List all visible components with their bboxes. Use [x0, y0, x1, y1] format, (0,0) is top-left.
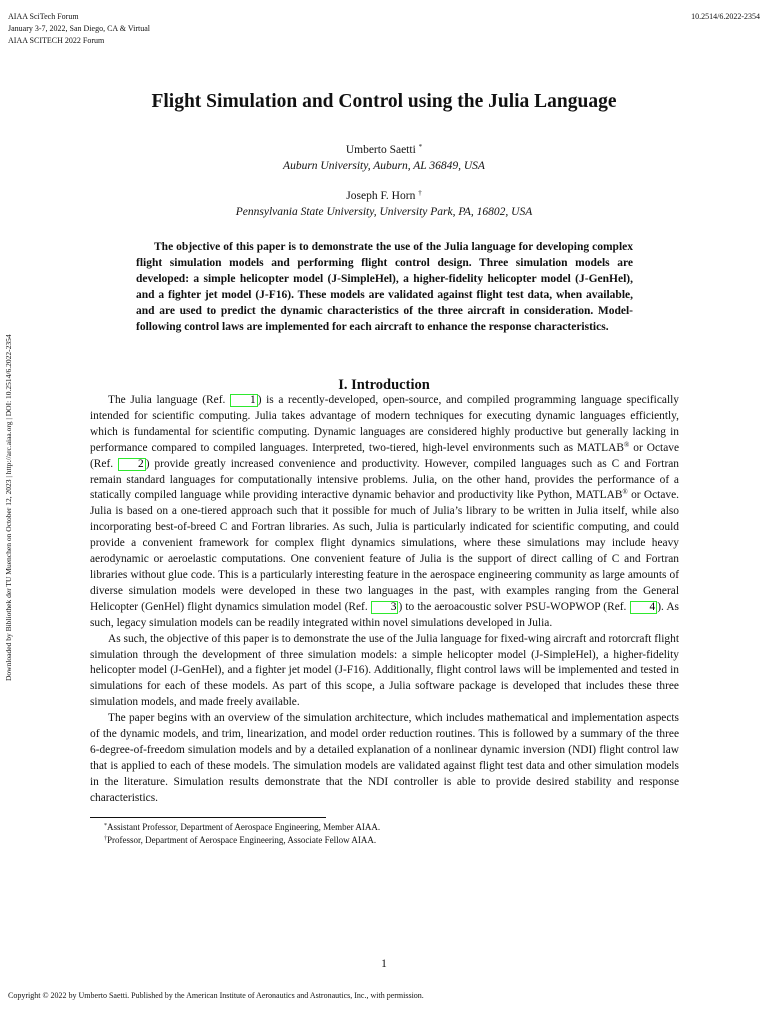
footnotes [104, 821, 664, 846]
author-name: Umberto Saetti [345, 144, 416, 156]
copyright-notice: Copyright © 2022 by Umberto Saetti. Published by the American Institute of Aeronautics and Astronautics, Inc., with permission. [8, 991, 424, 1000]
registered-mark: ® [623, 440, 630, 449]
author-block-2 [0, 188, 768, 220]
abstract: The objective of this paper is to demonstrate the use of the Julia language for developing complex flight simulation models and performing flight control design. Three simulation models are developed: a simple helicopter model (J-SimpleHel), a higher-fidelity helicopter model (J-GenHel), and a fighter jet model (J-F16). These models are validated against flight test data, when available, and are used to predict the dynamic characteristics of the three aircraft in consideration. Model-following control laws are implemented for each aircraft to enhance the response characteristics. [136, 241, 633, 333]
author-footnote-mark: * [418, 143, 423, 151]
registered-mark: ® [622, 488, 628, 497]
conference-header [8, 11, 150, 47]
footnote-2: †Professor, Department of Aerospace Engineering, Associate Fellow AIAA. [104, 834, 377, 845]
download-notice: Downloaded by Bibliothek der TU Muenchen on October 12, 2023 | http://arc.aiaa.org | DOI: 10.2514/6.2022-2354 [4, 334, 13, 681]
author-affiliation: Pennsylvania State University, University Park, PA, 16802, USA [235, 206, 533, 218]
author-block-1 [0, 142, 768, 174]
author-name: Joseph F. Horn [346, 190, 416, 202]
footnote-divider [90, 817, 326, 818]
section-heading: I. Introduction [338, 377, 430, 393]
paragraph-3: The paper begins with an overview of the simulation architecture, which includes mathematical and implementation aspects of the dynamic models, and trim, linearization, and model order reduction routines. This is followed by a summary of the three 6-degree-of-freedom simulation models and by a detailed explanation of a nonlinear dynamic inversion (NDI) flight control law that is applied to each of these models. The simulation models are validated against flight test data and other simulation models in the literature. Simulation results demonstrate that the NDI controller is able to provide desired stability and response characteristics. [90, 712, 679, 804]
reference-link-3[interactable]: 3 [371, 601, 399, 614]
conference-dates: January 3-7, 2022, San Diego, CA & Virtual [8, 24, 151, 33]
reference-link-4[interactable]: 4 [630, 601, 658, 614]
footnote-1: *Assistant Professor, Department of Aerospace Engineering, Member AIAA. [104, 822, 381, 832]
conference-forum: AIAA SCITECH 2022 Forum [8, 36, 105, 45]
author-footnote-mark: † [418, 189, 422, 197]
page-number: 1 [381, 958, 387, 970]
conference-name: AIAA SciTech Forum [8, 12, 79, 21]
reference-link-1[interactable]: 1 [230, 394, 258, 407]
section-body [90, 393, 679, 807]
reference-link-2[interactable]: 2 [118, 458, 146, 471]
paragraph-1: The Julia language (Ref. 1 ) is a recently-developed, open-source, and compiled programming language specifically intended for scientific computing. Julia takes advantage of modern techniques for executing dynamic languages efficiently, which is fundamental for scientific computing. Dynamic languages are considered highly productive but generally lacking in performance compared to compiled languages. Interpreted, two-tiered, high-level environments such as MATLAB® or Octave (Ref. 2 ) provide greatly increased convenience and productivity. However, compiled languages such as C and Fortran remain standard languages for computationally intensive problems. Julia, on the other hand, provides the performance of a statically compiled language while providing interactive dynamic behavior and productivity like Python, MATLAB® or Octave. Julia is based on a one-tiered approach such that it possible for much of Julia’s library to be written in Julia itself, while also incorporating best-of-breed C and Fortran libraries. As such, Julia is particularly indicated for scientific computing, and could provide a convenient framework for complex flight dynamics simulations, where these simulations may include heavy aerodynamic or aeroelastic computations. One convenient feature of Julia is the support of direct calling of C and Fortran libraries without glue code. This is a particularly interesting feature in the aerospace engineering community as large amounts of diverse simulation models were developed in these two languages in the past, with examples ranging from the General Helicopter (GenHel) flight dynamics simulation model (Ref. 3 ) to the aeroacoustic solver PSU-WOPWOP (Ref. 4 ). As such, legacy simulation models can be readily integrated within novel simulations developed in Julia. [90, 394, 680, 629]
paragraph-2: As such, the objective of this paper is to demonstrate the use of the Julia language for fixed-wing aircraft and rotorcraft flight simulation through the development of three simulation models: a simple helicopter model (J-SimpleHel), a higher-fidelity helicopter model (J-GenHel), and a fighter jet model (J-F16). Additionally, flight control laws will be implemented and tested in simulations for each of these models. As part of this scope, a Julia software package is developed that includes these three simulation models, and made freely available. [90, 632, 679, 709]
author-affiliation: Auburn University, Auburn, AL 36849, USA [283, 160, 485, 172]
paper-title: Flight Simulation and Control using the Julia Language [151, 91, 617, 112]
doi-header: 10.2514/6.2022-2354 [691, 12, 760, 21]
